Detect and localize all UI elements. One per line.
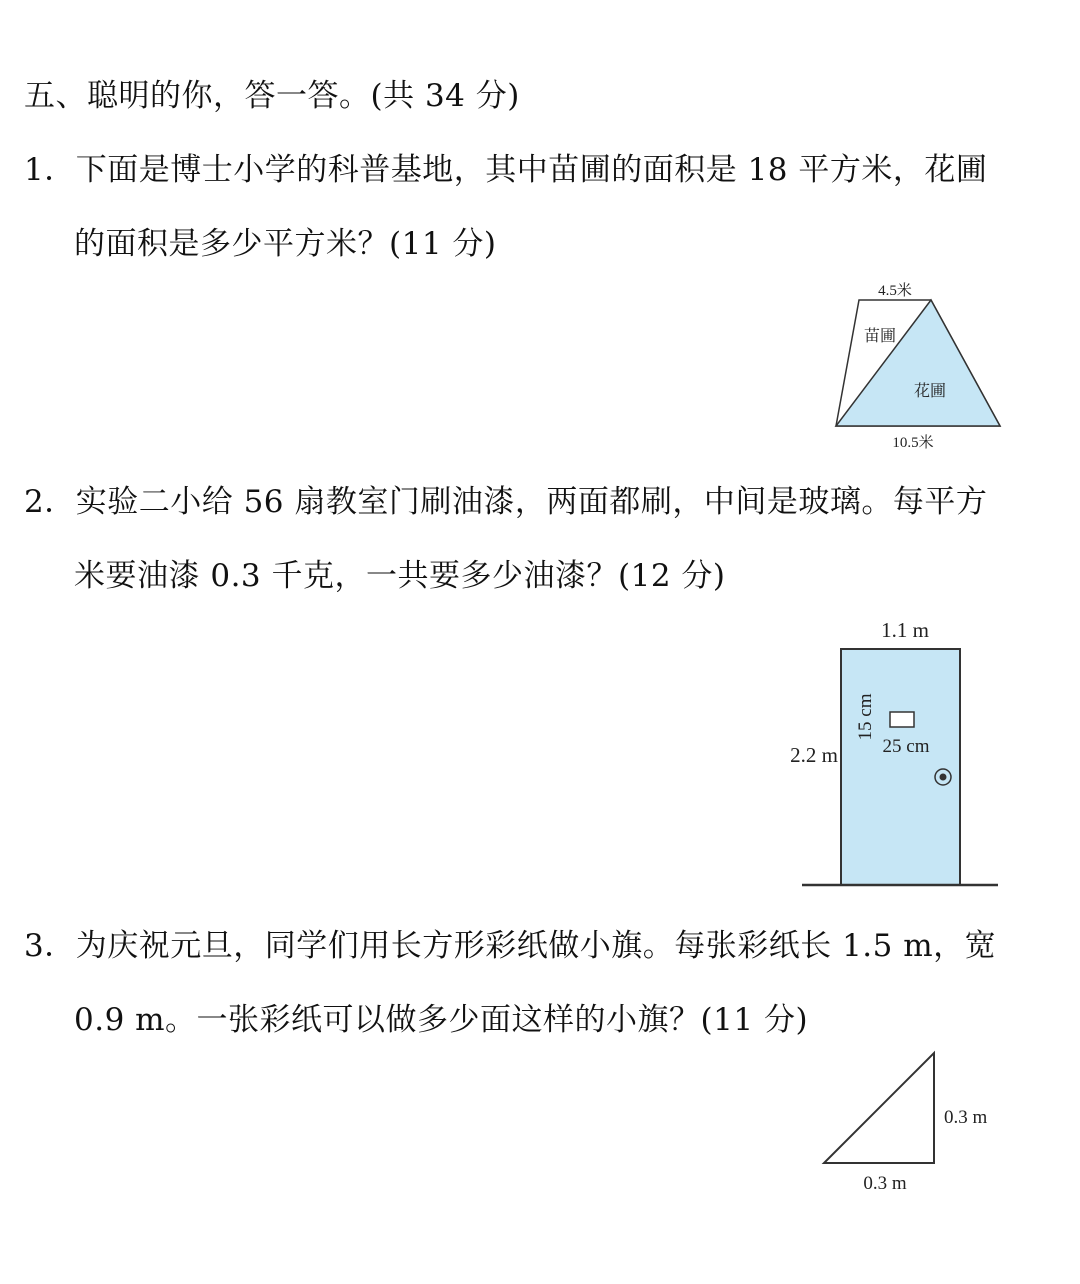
question-2-figure <box>775 612 1005 892</box>
question-2-line-1: 2．实验二小给 56 扇教室门刷油漆，两面都刷，中间是玻璃。每平方 <box>24 484 988 520</box>
question-1-line-2: 的面积是多少平方米？(11 分) <box>74 226 497 262</box>
section-header: 五、聪明的你，答一答。(共 34 分) <box>24 78 520 114</box>
question-3-figure <box>800 1045 1020 1205</box>
question-1-line-1: 1．下面是博士小学的科普基地，其中苗圃的面积是 18 平方米，花圃 <box>24 152 988 188</box>
flower-bed-label: 花圃 <box>913 383 947 400</box>
question-1-figure <box>820 275 1020 455</box>
door-height-label: 2.2 m <box>790 743 838 767</box>
flag-triangle <box>824 1053 934 1163</box>
top-length-label: 4.5米 <box>878 283 912 299</box>
flower-bed-triangle <box>836 300 1000 426</box>
door <box>841 649 960 885</box>
door-width-label: 1.1 m <box>881 618 929 642</box>
door-glass <box>890 712 914 727</box>
question-2-line-2: 米要油漆 0.3 千克，一共要多少油漆？(12 分) <box>74 558 726 594</box>
glass-height-label: 15 cm <box>855 693 876 741</box>
bottom-length-label: 10.5米 <box>892 435 934 451</box>
triangle-right-label: 0.3 m <box>944 1107 988 1128</box>
glass-width-label: 25 cm <box>882 736 930 757</box>
question-3-line-1: 3．为庆祝元旦，同学们用长方形彩纸做小旗。每张彩纸长 1.5 m，宽 <box>24 928 997 964</box>
question-3-line-2: 0.9 m。一张彩纸可以做多少面这样的小旗？(11 分) <box>74 1002 809 1038</box>
triangle-bottom-label: 0.3 m <box>863 1173 907 1194</box>
nursery-label: 苗圃 <box>863 328 897 345</box>
